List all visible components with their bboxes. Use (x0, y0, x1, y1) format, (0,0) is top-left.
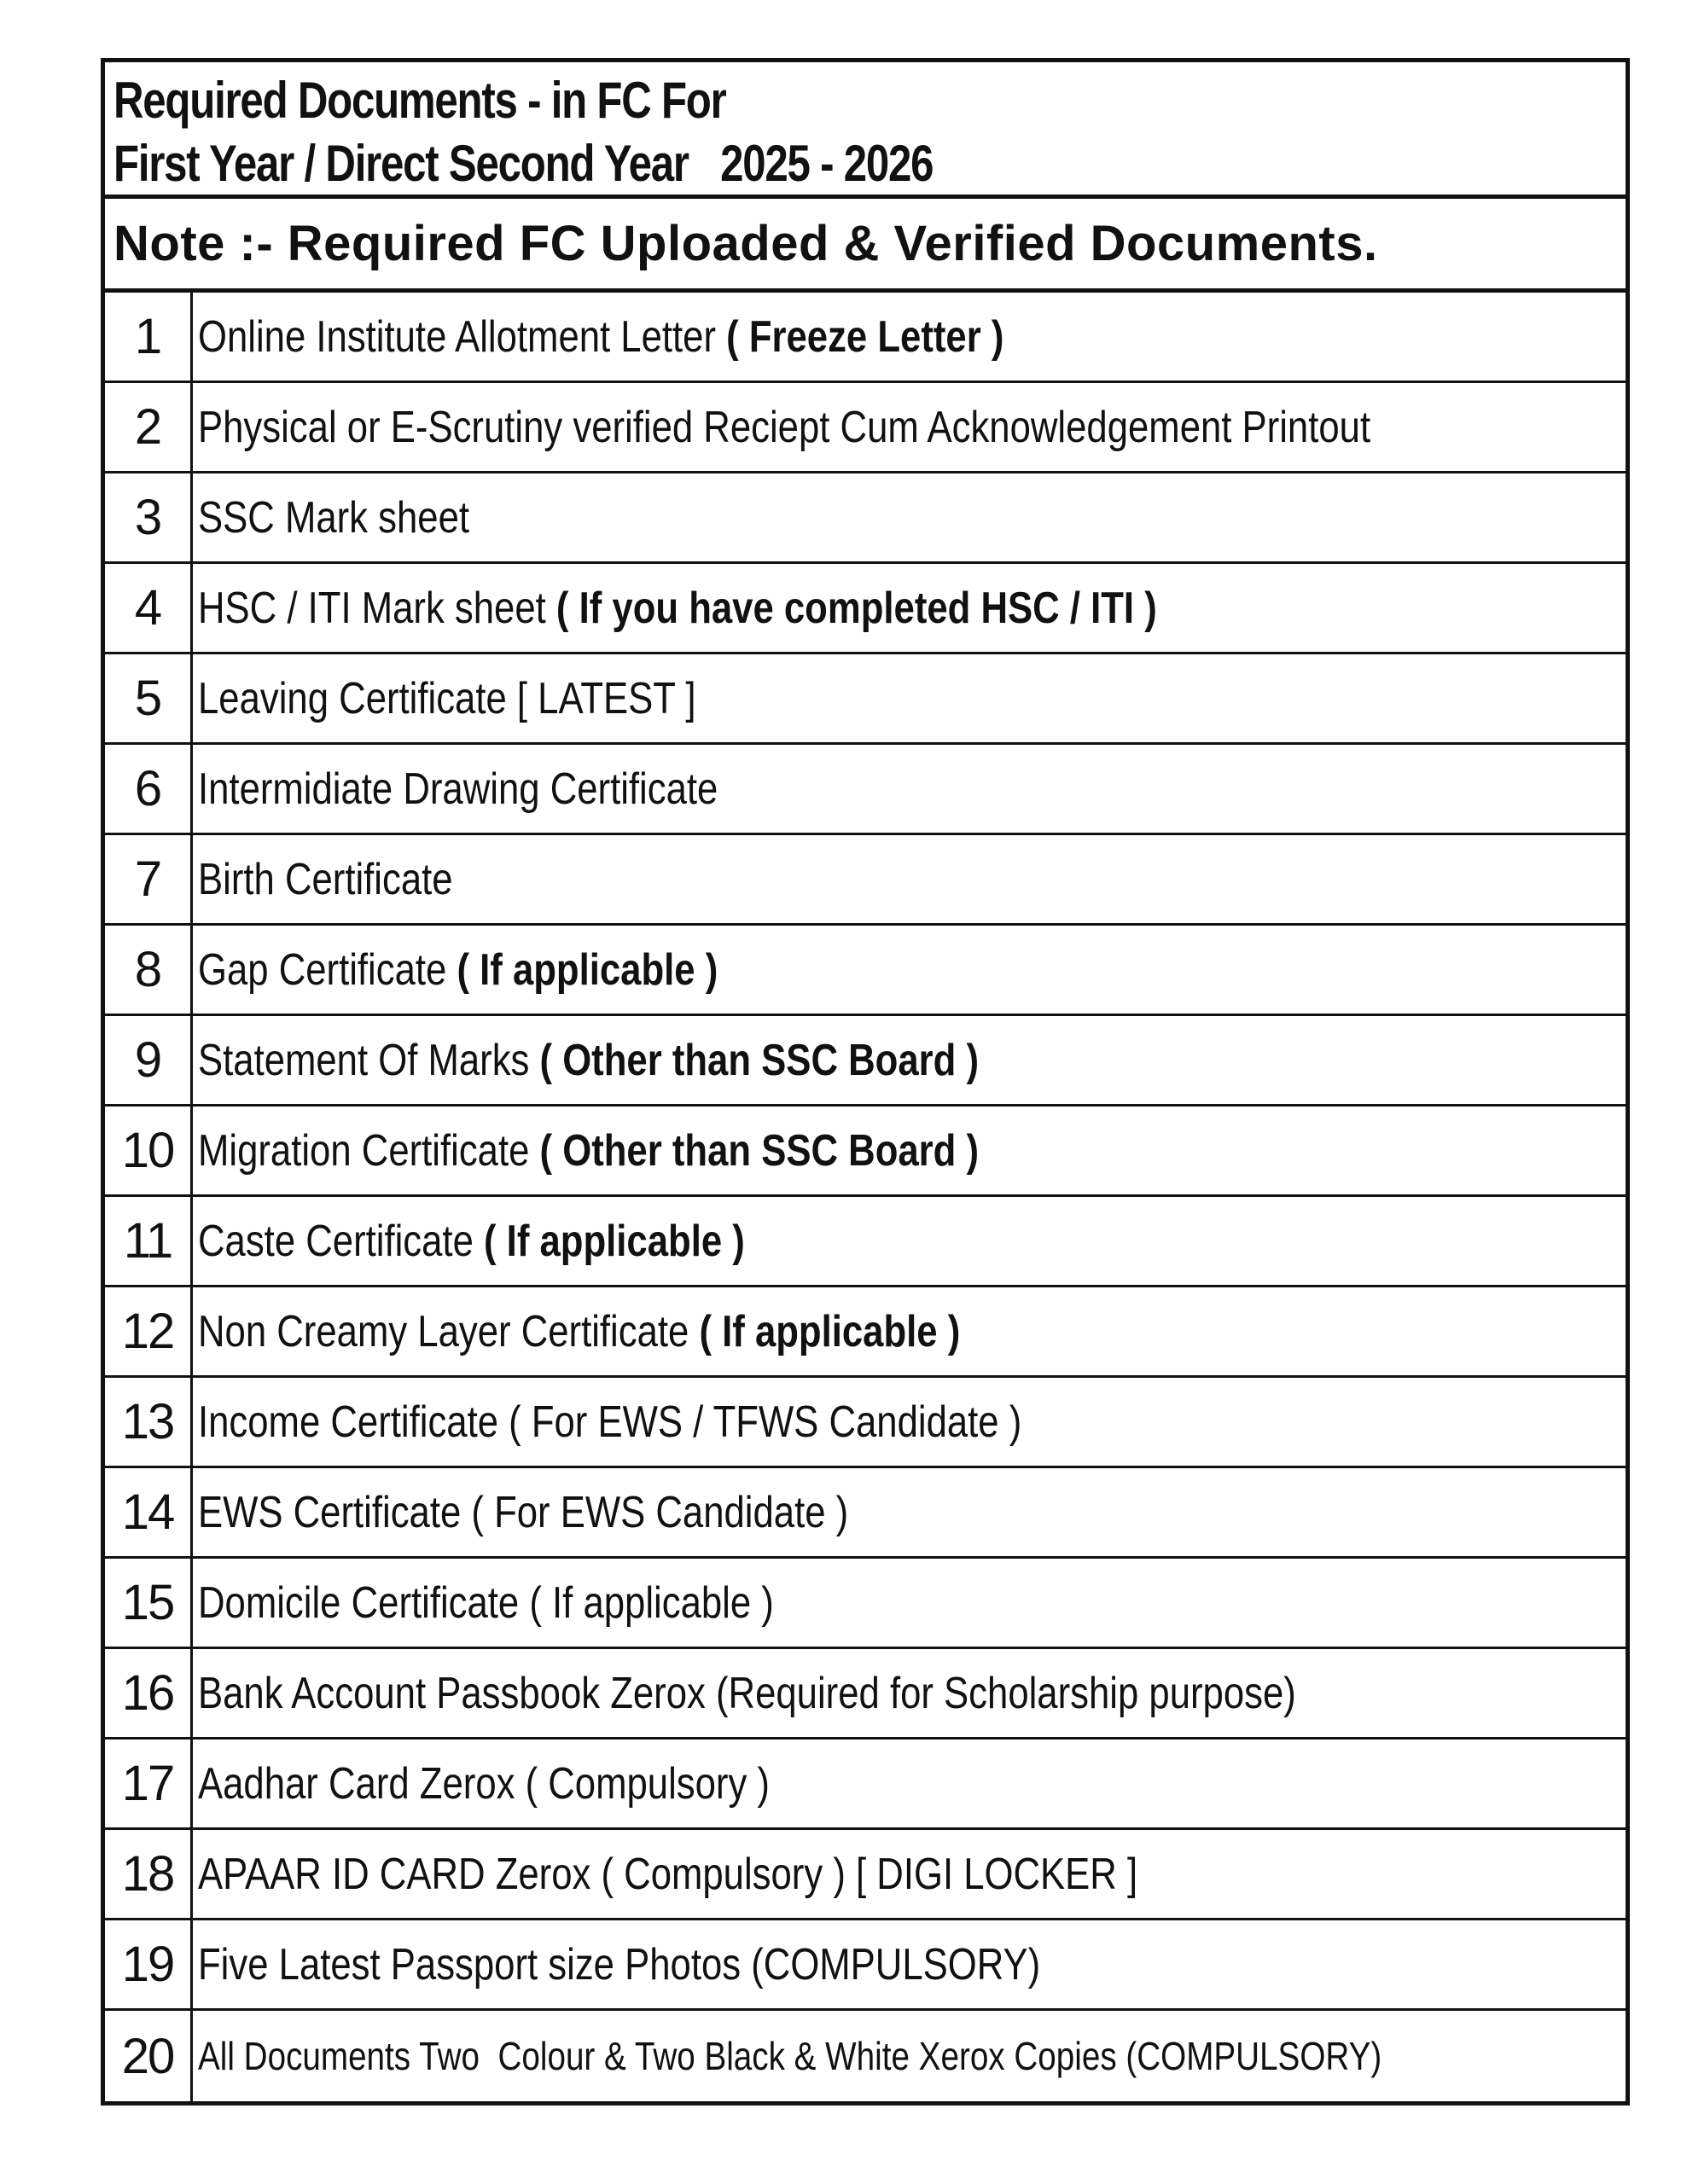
document-name (198, 402, 1370, 453)
row-number: 15 (105, 1559, 193, 1647)
document-text: All Documents Two Colour & Two Black & White Xerox Copies (COMPULSORY) (198, 2034, 1382, 2078)
document-text: Gap Certificate (198, 944, 457, 995)
title-line-2: First Year / Direct Second Year 2025 - 2026 (113, 135, 934, 192)
document-qualifier: ( If applicable ) (699, 1306, 961, 1356)
document-text: Migration Certificate (198, 1125, 540, 1176)
row-number: 5 (105, 654, 193, 742)
row-number: 7 (105, 835, 193, 923)
table-row (105, 1197, 1626, 1287)
document-name (198, 673, 695, 724)
row-number: 8 (105, 926, 193, 1014)
document-text: Bank Account Passbook Zerox (Required for Scholarship purpose) (198, 1668, 1296, 1718)
document-name-cell (193, 1468, 1626, 1556)
row-number: 17 (105, 1740, 193, 1827)
document-name-cell (193, 564, 1626, 652)
document-name (198, 1758, 770, 1809)
note-row (105, 199, 1626, 293)
table-row (105, 1649, 1626, 1740)
document-qualifier: ( If applicable ) (457, 944, 718, 995)
document-text: Physical or E-Scrutiny verified Reciept Cum Acknowledgement Printout (198, 402, 1371, 452)
table-row (105, 1378, 1626, 1468)
note-text: Note :- Required FC Uploaded & Verified Documents. (113, 216, 1378, 271)
document-name-cell (193, 293, 1626, 380)
table-row (105, 293, 1626, 383)
document-text: SSC Mark sheet (198, 492, 470, 543)
document-text: Birth Certificate (198, 854, 453, 904)
document-name-cell (193, 473, 1626, 561)
document-name-cell (193, 1287, 1626, 1375)
document-name-cell (193, 1830, 1626, 1918)
table-row (105, 926, 1626, 1016)
document-name-cell (193, 1740, 1626, 1827)
table-row (105, 1468, 1626, 1559)
document-name (198, 1306, 960, 1357)
document-name-cell (193, 1016, 1626, 1104)
table-row (105, 473, 1626, 564)
table-row (105, 1920, 1626, 2011)
document-name-cell (193, 654, 1626, 742)
document-list (105, 293, 1626, 2101)
document-name (198, 1487, 848, 1538)
documents-table (101, 58, 1630, 2106)
row-number: 3 (105, 473, 193, 561)
document-text: Caste Certificate (198, 1216, 485, 1266)
document-text: Domicile Certificate ( If applicable ) (198, 1577, 774, 1628)
document-name-cell (193, 835, 1626, 923)
table-row (105, 654, 1626, 745)
document-name (198, 492, 469, 543)
row-number: 11 (105, 1197, 193, 1285)
document-name-cell (193, 1559, 1626, 1647)
document-name-cell (193, 1649, 1626, 1737)
document-name (198, 311, 1003, 363)
table-row (105, 2011, 1626, 2101)
document-text: Online Institute Allotment Letter (198, 311, 727, 362)
document-name (198, 1125, 979, 1176)
document-name-cell (193, 2011, 1626, 2101)
row-number: 12 (105, 1287, 193, 1375)
row-number: 6 (105, 745, 193, 833)
document-text: APAAR ID CARD Zerox ( Compulsory ) [ DIGI LOCKER ] (198, 1849, 1138, 1899)
document-name (198, 1577, 774, 1629)
document-name-cell (193, 1107, 1626, 1194)
table-row (105, 564, 1626, 654)
document-text: Intermidiate Drawing Certificate (198, 764, 718, 814)
table-row (105, 835, 1626, 926)
document-name-cell (193, 926, 1626, 1014)
table-row (105, 1830, 1626, 1920)
table-row (105, 383, 1626, 473)
document-name (198, 854, 453, 905)
document-text: Five Latest Passport size Photos (COMPULSORY) (198, 1939, 1041, 1989)
document-name (198, 944, 718, 996)
document-name-cell (193, 1197, 1626, 1285)
document-text: Statement Of Marks (198, 1035, 540, 1085)
document-text: Aadhar Card Zerox ( Compulsory ) (198, 1758, 770, 1809)
table-row (105, 1740, 1626, 1830)
row-number: 13 (105, 1378, 193, 1466)
document-qualifier: ( If you have completed HSC / ITI ) (555, 583, 1157, 633)
table-row (105, 1107, 1626, 1197)
document-name-cell (193, 1920, 1626, 2008)
document-name-cell (193, 1378, 1626, 1466)
document-text: Income Certificate ( For EWS / TFWS Candidate ) (198, 1397, 1022, 1447)
document-text: Non Creamy Layer Certificate (198, 1306, 700, 1356)
table-row (105, 1016, 1626, 1107)
document-name (198, 1849, 1137, 1900)
document-name (198, 2033, 1381, 2079)
row-number: 4 (105, 564, 193, 652)
document-text: HSC / ITI Mark sheet (198, 583, 556, 633)
document-name (198, 1668, 1296, 1719)
document-name-cell (193, 745, 1626, 833)
title-block (105, 62, 1626, 199)
table-row (105, 1559, 1626, 1649)
document-name (198, 1216, 745, 1267)
row-number: 14 (105, 1468, 193, 1556)
row-number: 16 (105, 1649, 193, 1737)
title-line-1: Required Documents - in FC For (113, 72, 726, 129)
document-name (198, 1035, 979, 1086)
row-number: 9 (105, 1016, 193, 1104)
row-number: 1 (105, 293, 193, 380)
table-row (105, 745, 1626, 835)
document-name (198, 1939, 1040, 1990)
row-number: 19 (105, 1920, 193, 2008)
document-name-cell (193, 383, 1626, 471)
document-name (198, 583, 1157, 634)
document-text: EWS Certificate ( For EWS Candidate ) (198, 1487, 849, 1537)
document-qualifier: ( Freeze Letter ) (726, 311, 1004, 362)
document-qualifier: ( If applicable ) (484, 1216, 745, 1266)
document-name (198, 1397, 1021, 1448)
document-qualifier: ( Other than SSC Board ) (539, 1125, 980, 1176)
row-number: 10 (105, 1107, 193, 1194)
table-row (105, 1287, 1626, 1378)
row-number: 2 (105, 383, 193, 471)
row-number: 18 (105, 1830, 193, 1918)
document-text: Leaving Certificate [ LATEST ] (198, 673, 696, 723)
document-name (198, 764, 718, 815)
row-number: 20 (105, 2011, 193, 2101)
document-qualifier: ( Other than SSC Board ) (539, 1035, 980, 1085)
